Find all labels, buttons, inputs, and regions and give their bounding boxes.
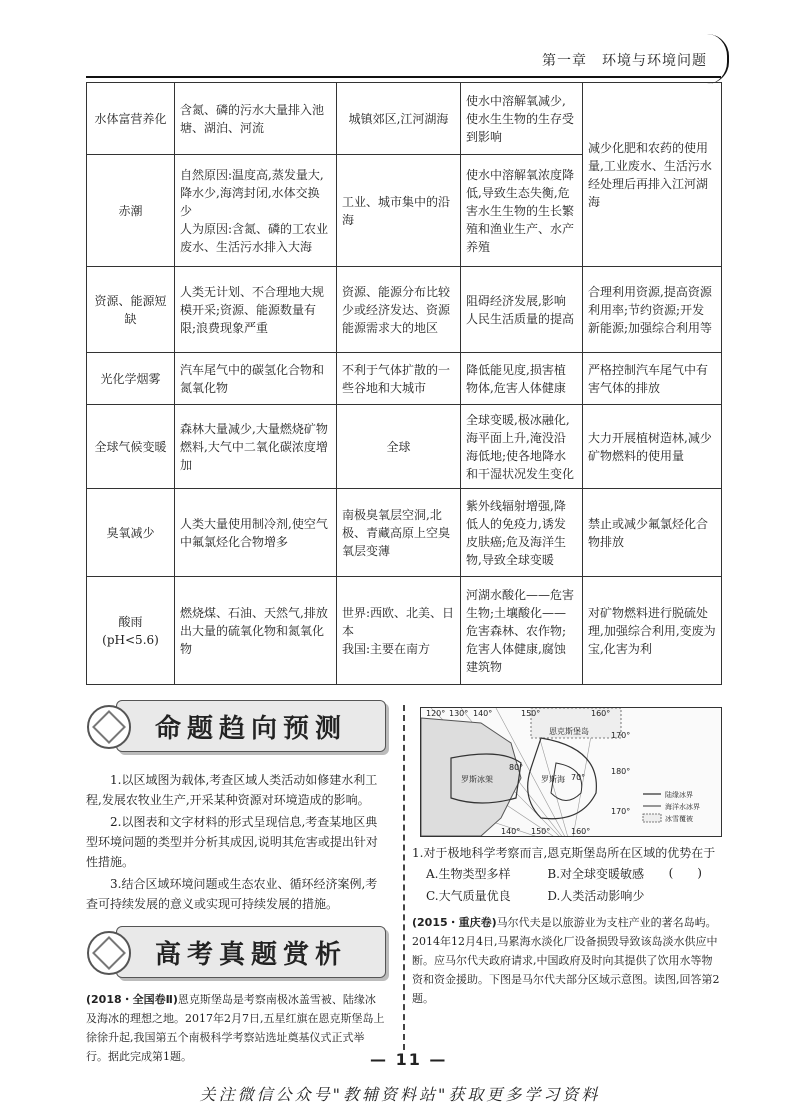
longitude-label: 150° (531, 827, 551, 836)
page-header (86, 44, 721, 78)
harm-cell: 使水中溶解氧减少,使水生生物的生存受到影响 (461, 83, 583, 155)
prediction-point: 3.结合区域环境问题或生态农业、循环经济案例,考查可持续发展的意义或实现可持续发展的措施。 (86, 877, 378, 911)
harm-cell: 阻碍经济发展,影响人民生活质量的提高 (461, 267, 583, 353)
measure-cell: 大力开展植树造林,减少矿物燃料的使用量 (583, 405, 722, 489)
map-graphic (421, 708, 721, 836)
problem-cell: 水体富营养化 (87, 83, 175, 155)
region-label: 罗斯海 (541, 775, 565, 784)
measure-cell: 合理利用资源,提高资源利用率;节约资源;开发新能源;加强综合利用等 (583, 267, 722, 353)
longitude-label: 130° (449, 709, 469, 718)
measure-cell: 禁止或减少氟氯烃化合物排放 (583, 489, 722, 577)
header-decoration (707, 34, 729, 84)
region-label: 恩克斯堡岛 (549, 727, 589, 736)
prediction-point: 1.以区域图为载体,考查区域人类活动如修建水利工程,发展农牧业生产,开采某种资源对环境造成的影响。 (86, 773, 378, 807)
table-row (87, 353, 722, 405)
harm-cell: 河湖水酸化——危害生物;土壤酸化——危害森林、农作物;危害人体健康,腐蚀建筑物 (461, 577, 583, 685)
cause-cell: 含氮、磷的污水大量排入池塘、湖泊、河流 (175, 83, 337, 155)
banner-emblem-icon (87, 931, 131, 975)
longitude-label: 140° (501, 827, 521, 836)
cause-cell: 人类无计划、不合理地大规模开采;资源、能源数量有限;浪费现象严重 (175, 267, 337, 353)
region-cell: 世界:西欧、北美、日本 我国:主要在南方 (337, 577, 461, 685)
prediction-banner (116, 700, 386, 752)
harm-cell: 使水中溶解氧浓度降低,导致生态失衡,危害水生生物的生长繁殖和渔业生产、水产养殖 (461, 155, 583, 267)
antarctic-map (420, 707, 722, 837)
latitude-label: 170° (611, 731, 631, 740)
option-a[interactable]: A.生物类型多样 (426, 867, 511, 881)
harm-cell: 紫外线辐射增强,降低人的免疫力,诱发皮肤癌;危及海洋生物,导致全球变暖 (461, 489, 583, 577)
answer-blank: ( ) (668, 866, 702, 880)
legend-label: 陆缘冰界 (665, 791, 693, 799)
exam-text: 恩克斯堡岛是考察南极冰盖雪被、陆缘冰及海冰的理想之地。2017年2月7日,五星红旗在恩克斯堡岛上徐徐升起,我国第五个南极科学考察站选址奠基仪式正式举行。据此完成第1题。 (86, 993, 385, 1063)
measure-cell: 减少化肥和农药的使用量,工业废水、生活污水经处理后再排入江河湖海 (583, 83, 722, 267)
exam-source: (2018・全国卷Ⅱ) (86, 993, 178, 1006)
latitude-label: 180° (611, 767, 631, 776)
longitude-label: 160° (571, 827, 591, 836)
column-divider (403, 705, 405, 1050)
option-b[interactable]: B.对全球变暖敏感 (547, 867, 644, 881)
question-2-passage (412, 913, 722, 1008)
table-row (87, 489, 722, 577)
option-c[interactable]: C.大气质量优良 (426, 889, 511, 903)
table-row (87, 267, 722, 353)
prediction-point: 2.以图表和文字材料的形式呈现信息,考查某地区典型环境问题的类型并分析其成因,说明其危害或提出针对性措施。 (86, 815, 378, 869)
region-cell: 城镇郊区,江河湖海 (337, 83, 461, 155)
legend-label: 海洋水冰界 (665, 803, 700, 811)
ice-edge-label: 80° (509, 763, 524, 772)
longitude-label: 120° (426, 709, 446, 718)
right-column (412, 707, 722, 1008)
exam-banner (116, 926, 386, 978)
table-row (87, 405, 722, 489)
banner-emblem-icon (87, 705, 131, 749)
question-1-options (426, 863, 669, 907)
ice-edge-label: 70° (571, 773, 586, 782)
problem-cell: 光化学烟雾 (87, 353, 175, 405)
legend-label: 冰雪覆被 (665, 815, 693, 823)
cause-cell: 汽车尾气中的碳氢化合物和氮氧化物 (175, 353, 337, 405)
latitude-label: 170° (611, 807, 631, 816)
problem-cell: 资源、能源短缺 (87, 267, 175, 353)
region-cell: 资源、能源分布比较少或经济发达、资源能源需求大的地区 (337, 267, 461, 353)
problem-cell (87, 577, 175, 685)
prediction-banner-title: 命题趋向预测 (154, 713, 347, 744)
problem-subtitle: (pH<5.6) (102, 632, 159, 647)
measure-cell: 严格控制汽车尾气中有害气体的排放 (583, 353, 722, 405)
chapter-title: 第一章 环境与环境问题 (542, 53, 707, 69)
table-row (87, 83, 722, 155)
region-cell: 南极臭氧层空洞,北极、青藏高原上空臭氧层变薄 (337, 489, 461, 577)
left-column (86, 700, 386, 1066)
footer-note: 关注微信公众号"教辅资料站"获取更多学习资料 (199, 1085, 601, 1104)
table-row (87, 577, 722, 685)
longitude-label: 160° (591, 709, 611, 718)
region-label: 罗斯冰架 (461, 775, 493, 784)
longitude-label: 150° (521, 709, 541, 718)
region-cell: 不利于气体扩散的一些谷地和大城市 (337, 353, 461, 405)
problem-cell: 赤潮 (87, 155, 175, 267)
exam-text: 马尔代夫是以旅游业为支柱产业的著名岛屿。2014年12月4日,马累海水淡化厂设备损毁导致该岛淡水供应中断。应马尔代夫政府请求,中国政府及时向其提供了饮用水等物资和资金援助。下图是马尔代夫部分区域示意图。读图,回答第2题。 (412, 916, 720, 1005)
harm-cell: 降低能见度,损害植物体,危害人体健康 (461, 353, 583, 405)
option-d[interactable]: D.人类活动影响少 (547, 889, 645, 903)
cause-cell: 燃烧煤、石油、天然气,排放出大量的硫氧化物和氮氧化物 (175, 577, 337, 685)
problem-name: 酸雨 (118, 614, 143, 629)
exam-passage (86, 990, 386, 1066)
region-cell: 全球 (337, 405, 461, 489)
exam-banner-title: 高考真题赏析 (154, 939, 347, 970)
region-cell: 工业、城市集中的沿海 (337, 155, 461, 267)
measure-cell: 对矿物燃料进行脱硫处理,加强综合利用,变废为宝,化害为利 (583, 577, 722, 685)
longitude-label: 140° (473, 709, 493, 718)
cause-cell: 人类大量使用制冷剂,使空气中氟氯烃化合物增多 (175, 489, 337, 577)
problem-cell: 全球气候变暖 (87, 405, 175, 489)
cause-cell: 自然原因:温度高,蒸发量大,降水少,海湾封闭,水体交换少 人为原因:含氮、磷的工农业废水、生活污水排入大海 (175, 155, 337, 267)
question-stem: 1.对于极地科学考察而言,恩克斯堡岛所在区域的优势在于 (412, 846, 716, 860)
environment-problem-table (86, 82, 722, 685)
harm-cell: 全球变暖,极冰融化,海平面上升,淹没沿海低地;使各地降水和干湿状况发生变化 (461, 405, 583, 489)
cause-cell: 森林大量减少,大量燃烧矿物燃料,大气中二氧化碳浓度增加 (175, 405, 337, 489)
exam-source: (2015・重庆卷) (412, 916, 497, 929)
problem-cell: 臭氧减少 (87, 489, 175, 577)
page-number: — 11 — (370, 1050, 448, 1069)
